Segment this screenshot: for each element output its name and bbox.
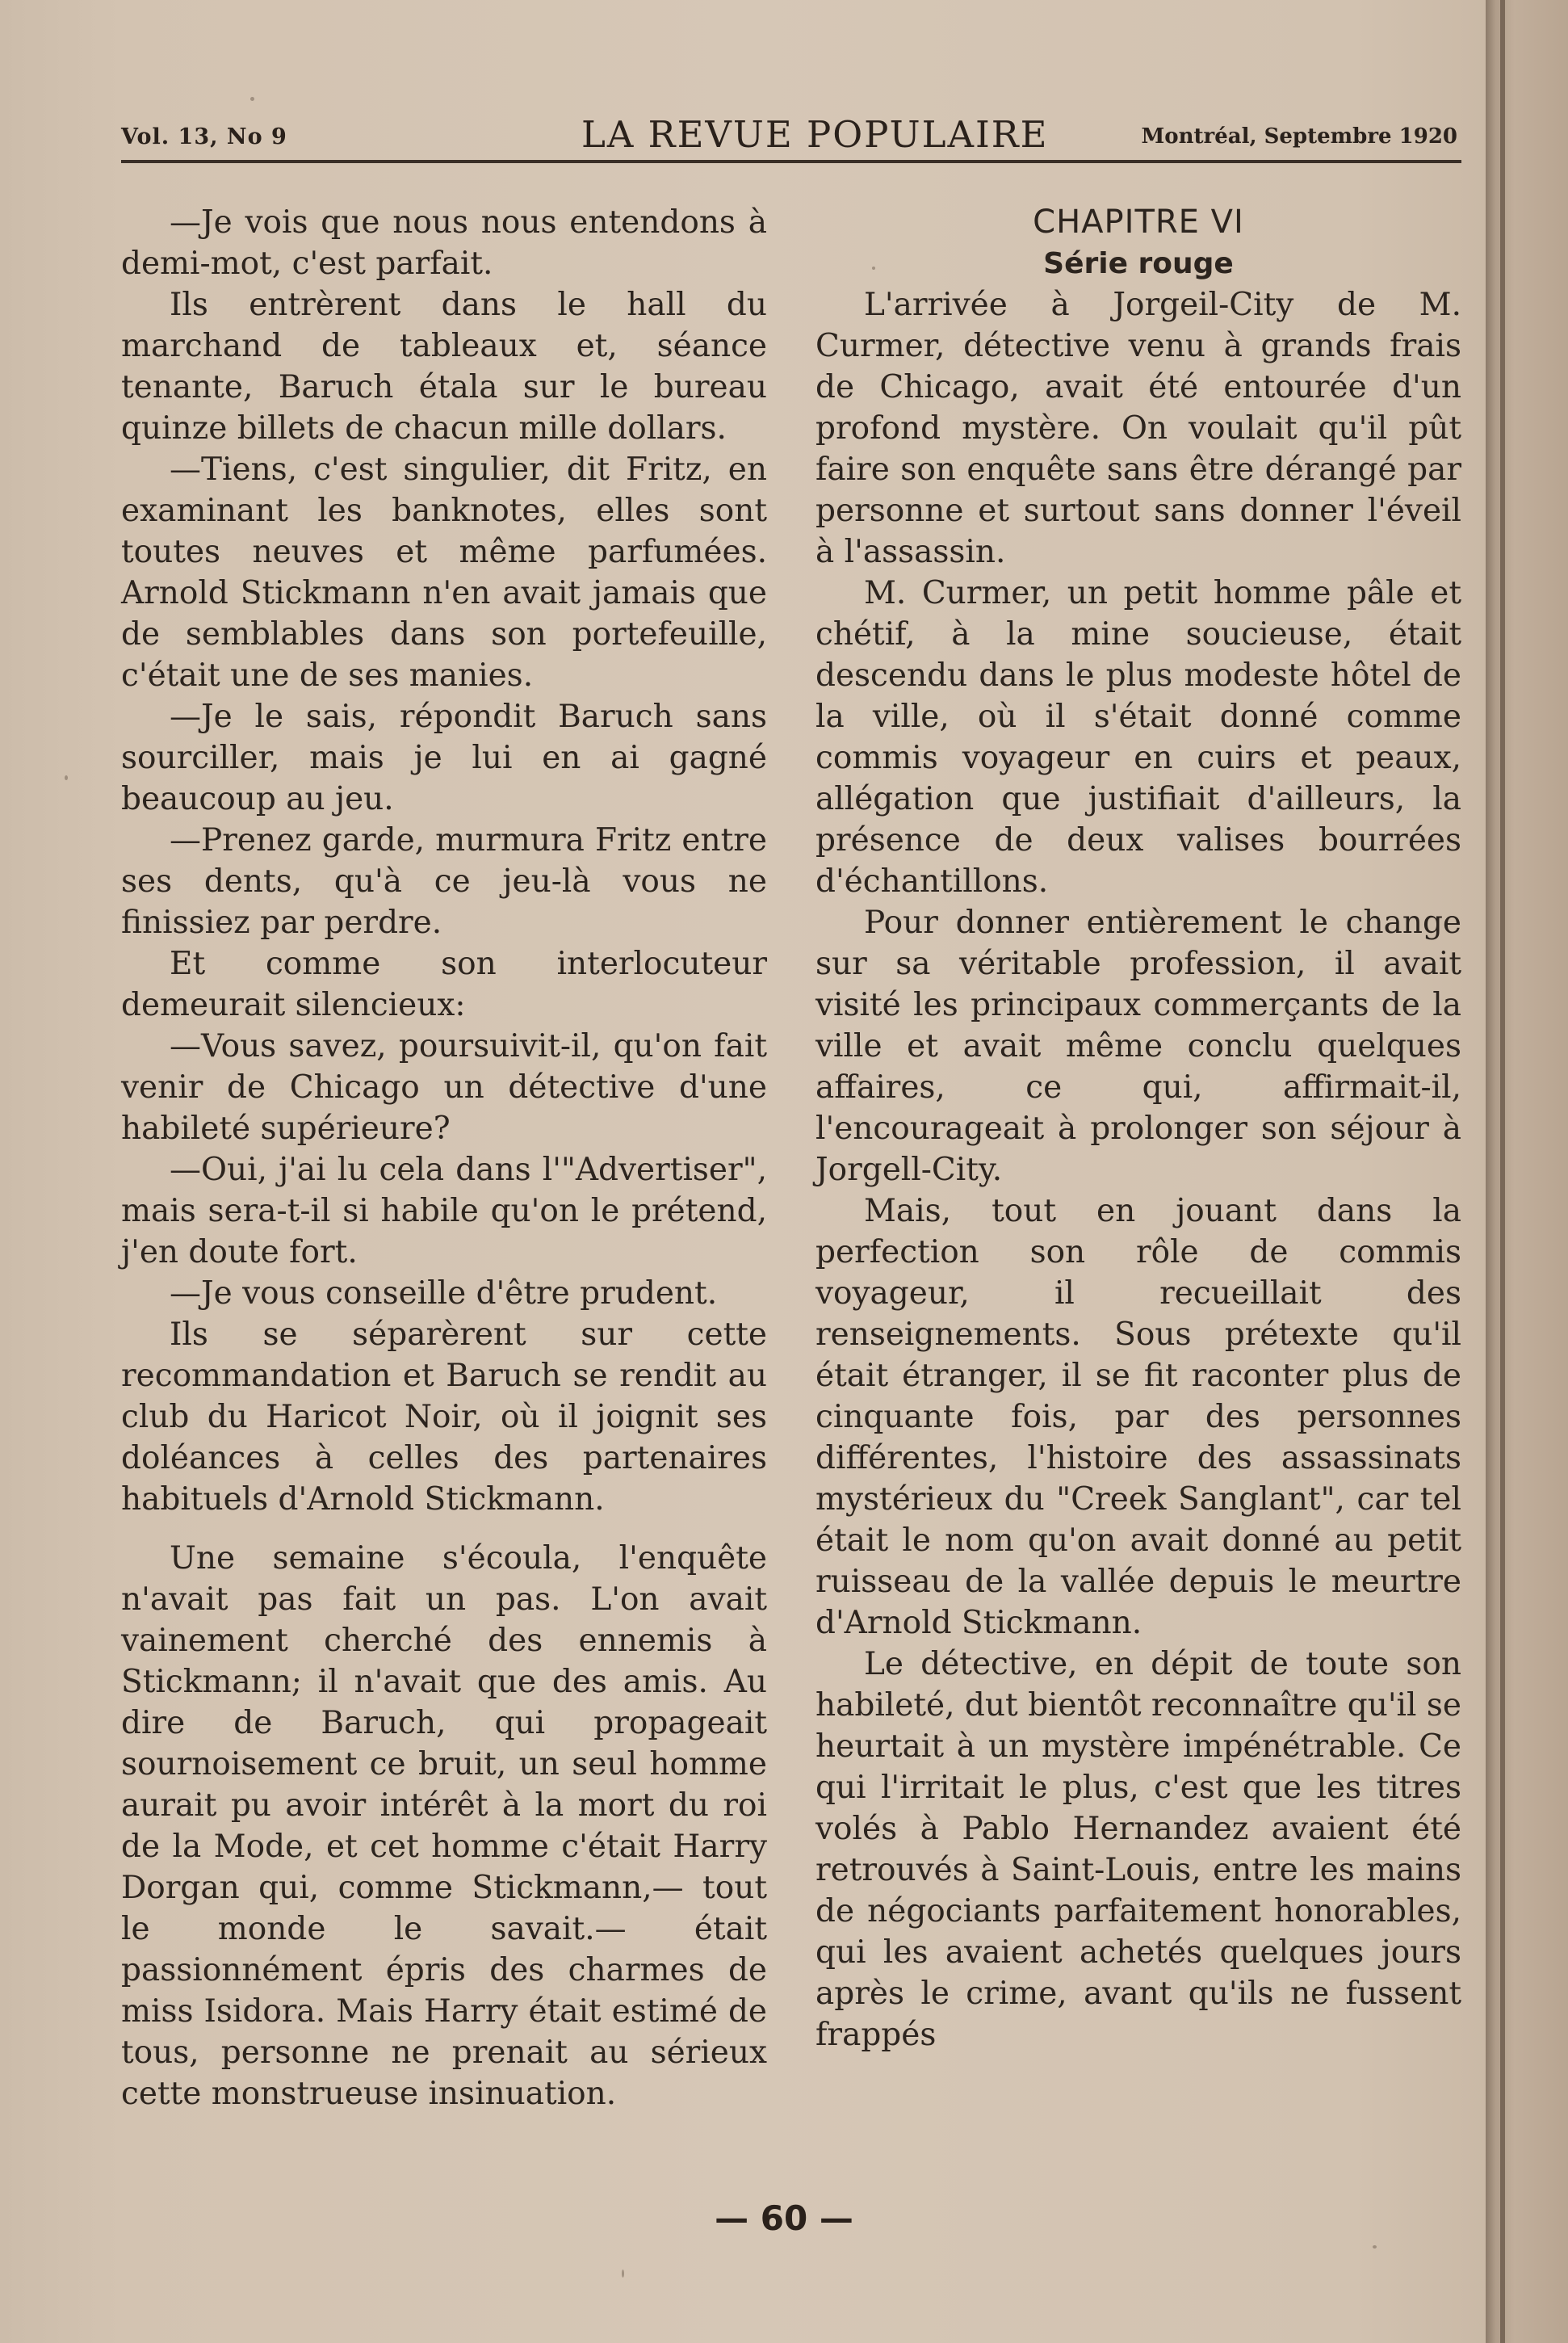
- paragraph: Mais, tout en jouant dans la perfection son rôle de commis voyageur, il recueillait des renseignements. Sous prétexte qu'il était étranger, il se fit raconter plus de cinquante fois, par des personnes différentes, l'histoire des assassinats mystérieux du "Creek Sanglant", car tel était le nom qu'on avait donné au petit ruisseau de la vallée depuis le meurtre d'Arnold Stickmann.: [815, 1193, 1461, 1641]
- paragraph: Ils se séparèrent sur cette recommandation et Baruch se rendit au club du Haricot Noir, où il joignit ses doléances à celles des partenaires habituels d'Arnold Stickmann.: [121, 1316, 767, 1518]
- paper-speck: [872, 267, 875, 270]
- paragraph: —Je vois que nous nous entendons à demi-mot, c'est parfait.: [121, 204, 767, 282]
- paper-speck: [1373, 2245, 1377, 2249]
- volume-number: Vol. 13, No 9: [121, 124, 287, 149]
- paragraph: Et comme son interlocuteur demeurait silencieux:: [121, 946, 767, 1023]
- paper-speck: [65, 775, 68, 780]
- page-number: — 60 —: [715, 2198, 853, 2238]
- paragraph: Une semaine s'écoula, l'enquête n'avait pas fait un pas. L'on avait vainement cherché des ennemis à Stickmann; il n'avait que des amis. Au dire de Baruch, qui propageait sournoisement ce bruit, un seul homme aurait pu avoir intérêt à la mort du roi de la Mode, et cet homme c'était Harry Dorgan qui, comme Stickmann,— tout le monde le savait.— était passionnément épris des charmes de miss Isidora. Mais Harry était estimé de tous, personne ne prenait au sérieux cette monstrueuse insinuation.: [121, 1540, 767, 2112]
- left-column: [121, 202, 767, 2114]
- paragraph: —Prenez garde, murmura Fritz entre ses dents, qu'à ce jeu-là vous ne finissiez par perdre.: [121, 822, 767, 941]
- page-fold-line: [1500, 0, 1505, 2343]
- paper-speck: [250, 97, 254, 101]
- paragraph: —Vous savez, poursuivit-il, qu'on fait venir de Chicago un détective d'une habileté supérieure?: [121, 1028, 767, 1147]
- place-date: Montréal, Septembre 1920: [1141, 124, 1457, 149]
- running-header: [121, 113, 1457, 162]
- paragraph: —Je vous conseille d'être prudent.: [170, 1275, 718, 1312]
- paper-speck: [622, 2270, 624, 2278]
- paragraph: Ils entrèrent dans le hall du marchand de tableaux et, séance tenante, Baruch étala sur le bureau quinze billets de chacun mille dollars.: [121, 287, 767, 447]
- page-edge-shadow: [1486, 0, 1568, 2343]
- right-column: [815, 202, 1461, 2055]
- chapter-title: CHAPITRE VI: [1033, 204, 1244, 241]
- paragraph: M. Curmer, un petit homme pâle et chétif, à la mine soucieuse, était descendu dans le plus modeste hôtel de la ville, où il s'était donné comme commis voyageur en cuirs et peaux, allégation que justifiait d'ailleurs, la présence de deux valises bourrées d'échantillons.: [815, 575, 1461, 900]
- paragraph: —Tiens, c'est singulier, dit Fritz, en examinant les banknotes, elles sont toutes neuves et même parfumées. Arnold Stickmann n'en avait jamais que de semblables dans son portefeuille, c'était une de ses manies.: [121, 451, 767, 694]
- paragraph: Pour donner entièrement le change sur sa véritable profession, il avait visité les principaux commerçants de la ville et avait même conclu quelques affaires, ce qui, affirmait-il, l'encourageait à prolonger son séjour à Jorgell-City.: [815, 905, 1461, 1188]
- magazine-title: LA REVUE POPULAIRE: [581, 113, 1049, 156]
- chapter-subtitle: Série rouge: [1043, 247, 1234, 280]
- paragraph: —Oui, j'ai lu cela dans l'"Advertiser", mais sera-t-il si habile qu'on le prétend, j'en doute fort.: [121, 1152, 767, 1270]
- header-rule: [121, 160, 1461, 163]
- paragraph: —Je le sais, répondit Baruch sans sourciller, mais je lui en ai gagné beaucoup au jeu.: [121, 699, 767, 817]
- paragraph: L'arrivée à Jorgeil-City de M. Curmer, détective venu à grands frais de Chicago, avait été entourée d'un profond mystère. On voulait qu'il pût faire son enquête sans être dérangé par personne et surtout sans donner l'éveil à l'assassin.: [815, 287, 1461, 570]
- paragraph: Le détective, en dépit de toute son habileté, dut bientôt reconnaître qu'il se heurtait à un mystère impénétrable. Ce qui l'irritait le plus, c'est que les titres volés à Pablo Hernandez avaient été retrouvés à Saint-Louis, entre les mains de négociants parfaitement honorables, qui les avaient achetés quelques jours après le crime, avant qu'ils ne fussent frappés: [815, 1646, 1461, 2053]
